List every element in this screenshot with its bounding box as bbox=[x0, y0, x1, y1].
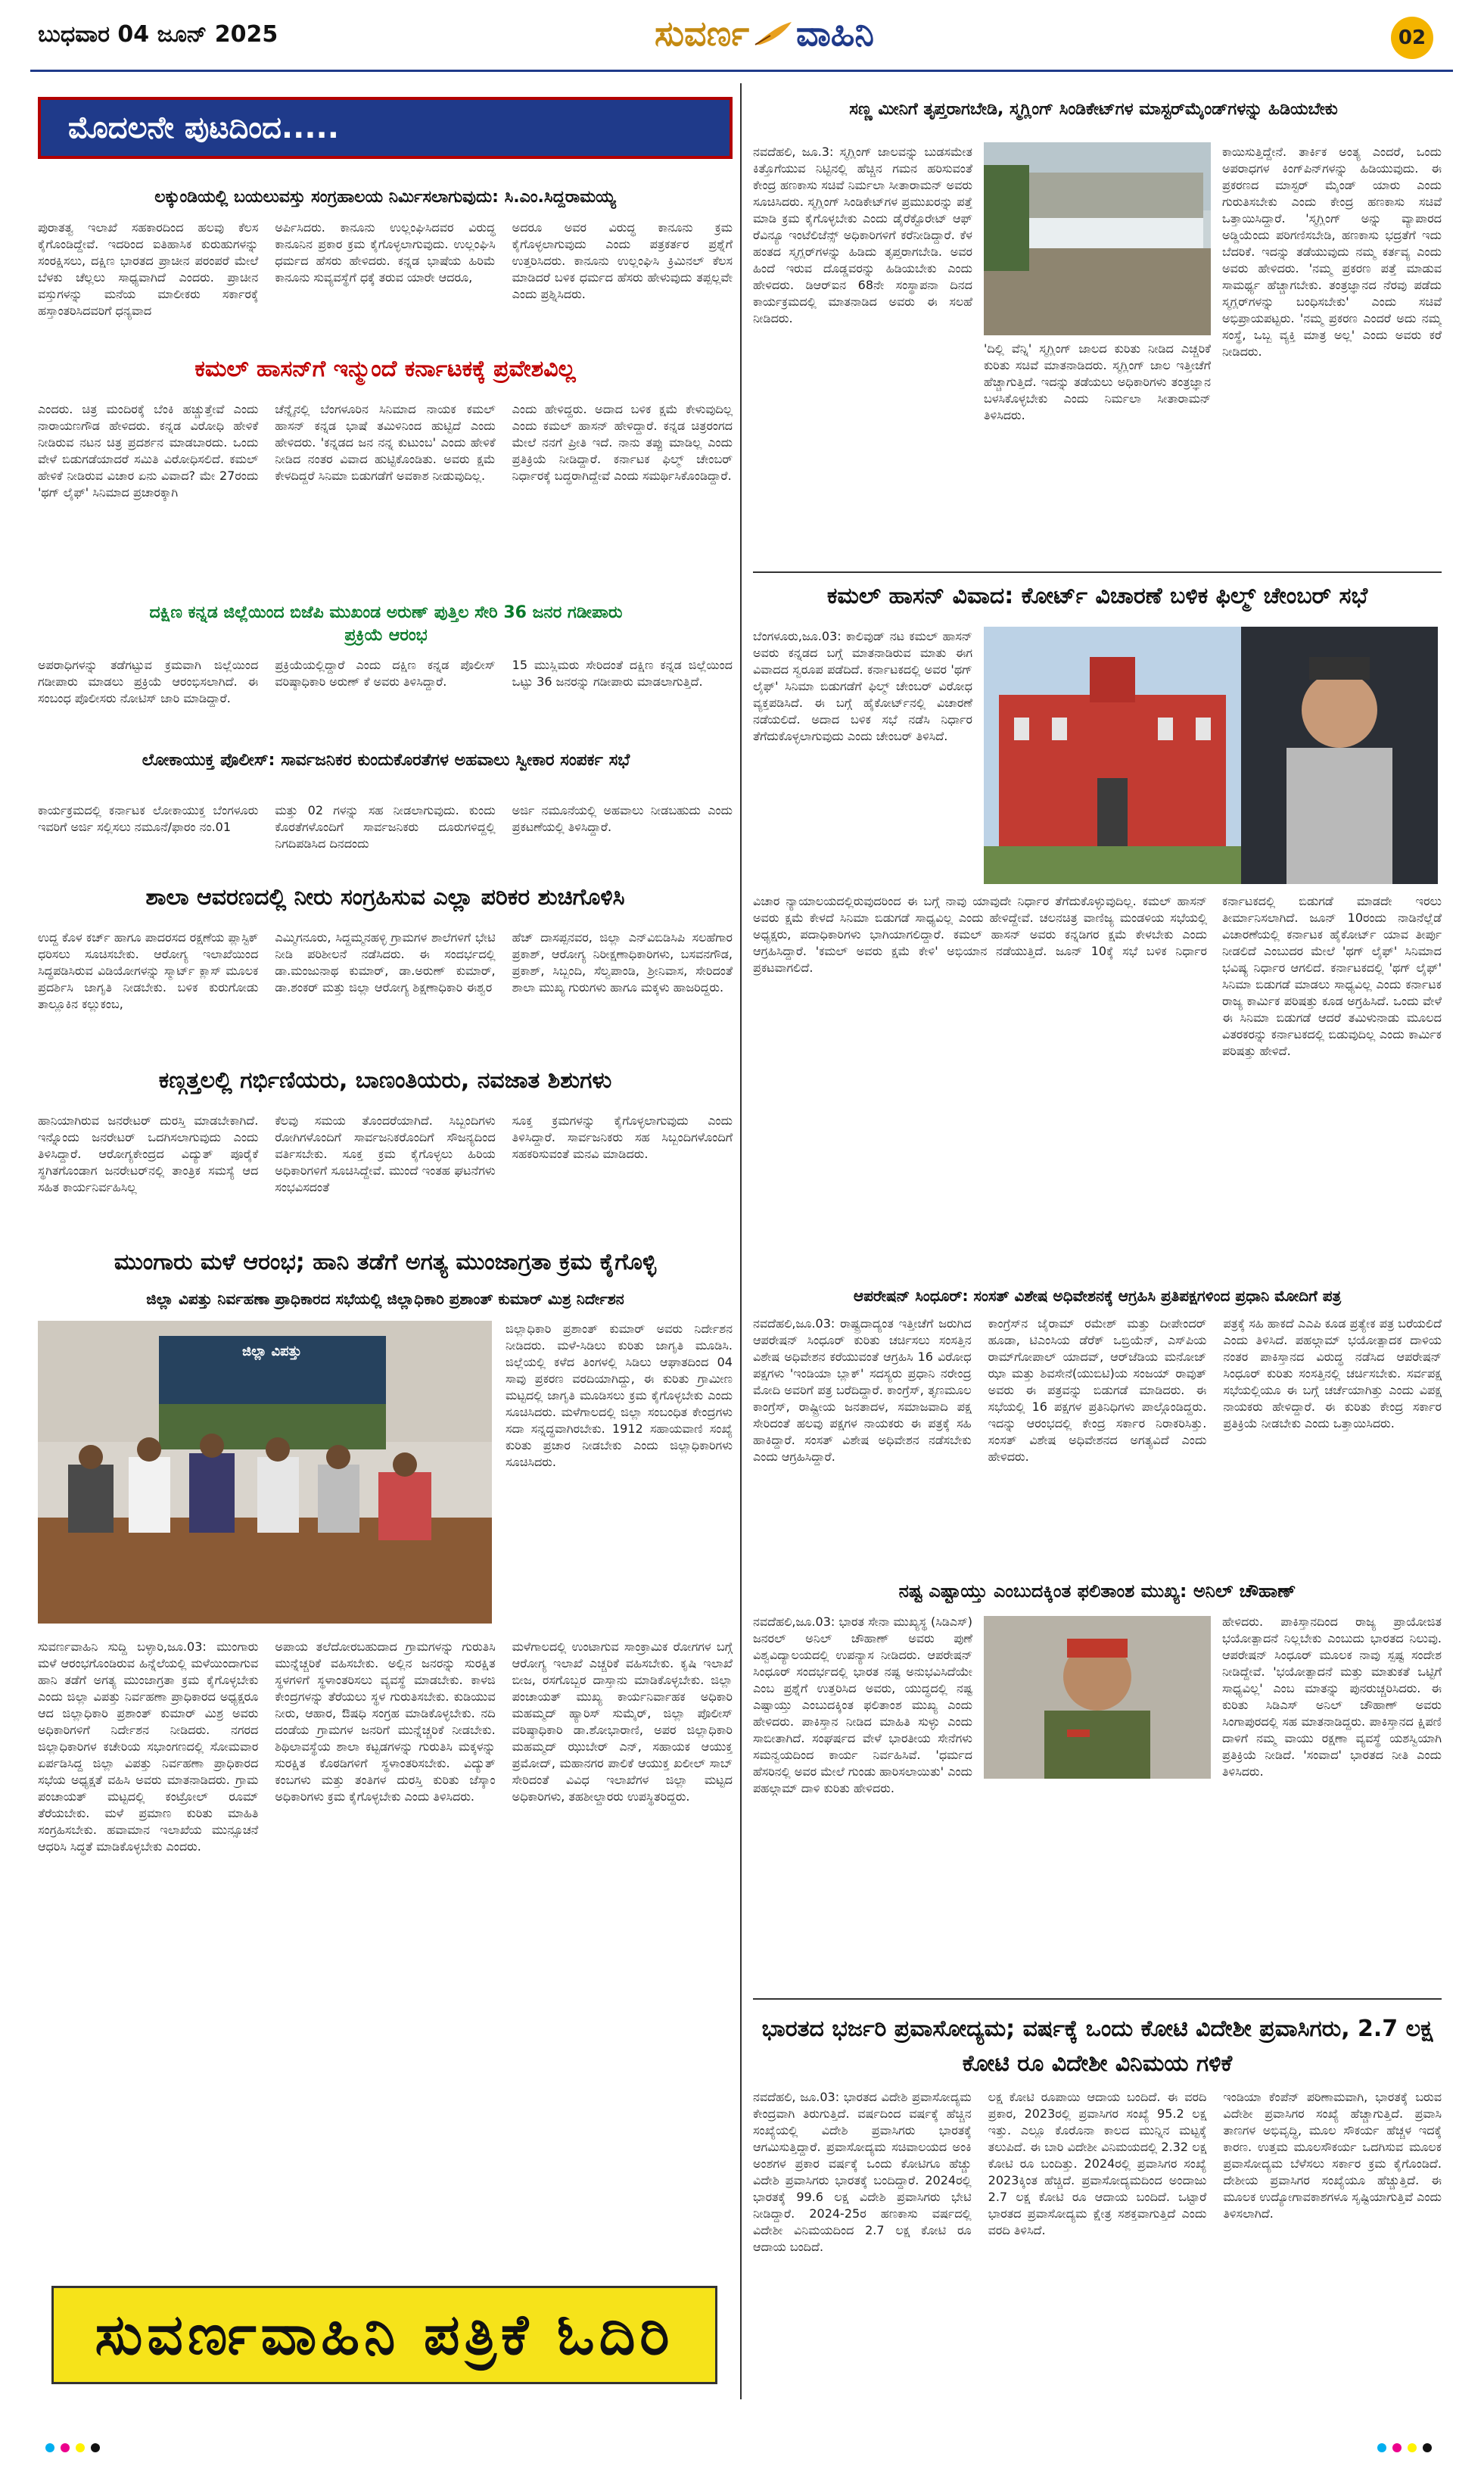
article-column: ಕೆಲವು ಸಮಯ ತೊಂದರೆಯಾಗಿದೆ. ಸಿಬ್ಬಂದಿಗಳು ರೋಗಿಗಳೊಂದಿಗೆ ಸಾರ್ವಜನಿಕರೊಂದಿಗೆ ಸೌಜನ್ಯದಿಂದ ವರ್ತಿಸಬೇಕು. ಸೂಕ್ತ ಕ್ರಮ ಕೈಗೊಳ್ಳಲು ಹಿರಿಯ ಅಧಿಕಾರಿಗಳಿಗೆ ಸೂಚಿಸಿದ್ದೇವೆ. ಮುಂದೆ ಇಂತಹ ಘಟನೆಗಳು ಸಂಭವಿಸದಂತೆ bbox=[275, 1113, 496, 1194]
article-column: ಎಂದು ಹೇಳಿದ್ದರು. ಅದಾದ ಬಳಿಕ ಕ್ಷಮೆ ಕೇಳುವುದಿಲ್ಲ ಎಂದು ಕಮಲ್ ಹಾಸನ್ ಹೇಳಿದ್ದಾರೆ. ಕನ್ನಡ ಚಿತ್ರರಂಗದ ಮೇಲೆ ನನಗೆ ಪ್ರೀತಿ ಇದೆ. ನಾನು ತಪ್ಪು ಮಾಡಿಲ್ಲ ಎಂದು ಪ್ರತಿಕ್ರಿಯೆ ನೀಡಿದ್ದಾರೆ. ಕರ್ನಾಟಕ ಫಿಲ್ಮ್ ಚೇಂಬರ್ ನಿರ್ಧಾರಕ್ಕೆ ಬದ್ಧರಾಗಿದ್ದೇವೆ ಎಂದು ಸಮರ್ಥಿಸಿಕೊಂಡಿದ್ದಾರೆ. bbox=[512, 402, 733, 483]
headline-school-water: ಶಾಲಾ ಆವರಣದಲ್ಲಿ ನೀರು ಸಂಗ್ರಹಿಸುವ ಎಲ್ಲಾ ಪರಿಕರ ಶುಚಿಗೊಳಿಸಿ bbox=[145, 884, 625, 911]
article-column: ಪ್ರಕ್ರಿಯೆಯಲ್ಲಿದ್ದಾರೆ ಎಂದು ದಕ್ಷಿಣ ಕನ್ನಡ ಪೊಲೀಸ್ ವರಿಷ್ಠಾಧಿಕಾರಿ ಅರುಣ್ ಕೆ ಅವರು ತಿಳಿಸಿದ್ದಾರೆ. bbox=[275, 658, 496, 689]
article-kamal-court-col2: ವಿಚಾರ ನ್ಯಾಯಾಲಯದಲ್ಲಿರುವುದರಿಂದ ಈ ಬಗ್ಗೆ ನಾವು ಯಾವುದೇ ನಿರ್ಧಾರ ತೆಗೆದುಕೊಳ್ಳುವುದಿಲ್ಲ. ಕಮಲ್ ಹಾಸನ್ ಅವರು ಕ್ಷಮೆ ಕೇಳದೆ ಸಿನಿಮಾ ಬಿಡುಗಡೆ ಸಾಧ್ಯವಿಲ್ಲ ಎಂದು ಹೇಳಿದ್ದೇವೆ. ಚಲನಚಿತ್ರ ವಾಣಿಜ್ಯ ಮಂಡಳಿಯ ಸಭೆಯಲ್ಲಿ ಅಧ್ಯಕ್ಷರು, ಪದಾಧಿಕಾರಿಗಳು ಭಾಗಿಯಾಗಲಿದ್ದಾರೆ. ಕಮಲ್ ಹಾಸನ್ ಅವರು ಕನ್ನಡಿಗರ ಕ್ಷಮೆ ಕೇಳಬೇಕು ಎಂದು ಆಗ್ರಹಿಸಿದ್ದಾರೆ. 'ಕಮಲ್ ಅವರು ಕ್ಷಮೆ ಕೇಳಿ' ಅಭಿಯಾನ ನಡೆಯುತ್ತಿದೆ. ಜೂನ್ 10ಕ್ಕೆ ಸಭೆ ಬಳಿಕ ನಿರ್ಧಾರ ಪ್ರಕಟವಾಗಲಿದೆ. bbox=[753, 894, 1207, 975]
cmyk-dot-icon bbox=[61, 2443, 70, 2452]
article-kamal-court-col3: ಕರ್ನಾಟಕದಲ್ಲಿ ಬಿಡುಗಡೆ ಮಾಡದೇ ಇರಲು ತೀರ್ಮಾನಿಸಲಾಗಿದೆ. ಜೂನ್ 10ರಂದು ನಾಡಿನೆಲ್ಲೆಡೆ ವಿಚಾರಣೆಯಲ್ಲಿ ಕರ್ನಾಟಕ ಹೈಕೋರ್ಟ್ ಯಾವ ತೀರ್ಪು ನೀಡಲಿದೆ ಎಂಬುದರ ಮೇಲೆ 'ಥಗ್ ಲೈಫ್' ಸಿನಿಮಾದ ಭವಿಷ್ಯ ನಿರ್ಧಾರ ಆಗಲಿದೆ. ಕರ್ನಾಟಕದಲ್ಲಿ 'ಥಗ್ ಲೈಫ್' ಸಿನಿಮಾ ಬಿಡುಗಡೆ ಮಾಡಲು ಸಾಧ್ಯವಿಲ್ಲ ಎಂದು ಕರ್ನಾಟಕ ರಾಜ್ಯ ಕಾರ್ಮಿಕ ಪರಿಷತ್ತು ಕೂಡ ಅಗ್ರಹಿಸಿದೆ. ಒಂದು ವೇಳೆ ಈ ಸಿನಿಮಾ ಬಿಡುಗಡೆ ಆದರೆ ತಮಿಳುನಾಡು ಮೂಲದ ವಿತರಕರನ್ನು ಕರ್ನಾಟಕದಲ್ಲಿ ಬಿಡುವುದಿಲ್ಲ ಎಂದು ಕಾರ್ಮಿಕ ಪರಿಷತ್ತು ಹೇಳಿದೆ. bbox=[1222, 894, 1442, 1058]
print-registration-marks bbox=[1377, 2443, 1432, 2452]
general-photo bbox=[984, 1616, 1211, 1779]
headline-hospital-dark: ಕಣ್ಗತ್ತಲಲ್ಲಿ ಗರ್ಭಿಣಿಯರು, ಬಾಣಂತಿಯರು, ನವಜಾತ ಶಿಶುಗಳು bbox=[158, 1067, 612, 1094]
article-kamal-entry bbox=[38, 401, 733, 590]
article-column: ಸೂಕ್ತ ಕ್ರಮಗಳನ್ನು ಕೈಗೊಳ್ಳಲಾಗುವುದು ಎಂದು ತಿಳಿಸಿದ್ದಾರೆ. ಸಾರ್ವಜನಿಕರು ಸಹ ಸಿಬ್ಬಂದಿಗಳೊಂದಿಗೆ ಸಹಕರಿಸುವಂತೆ ಮನವಿ ಮಾಡಿದರು. bbox=[512, 1113, 733, 1161]
headline-smuggling: ಸಣ್ಣ ಮೀನಿಗೆ ತೃಪ್ತರಾಗಬೇಡಿ, ಸ್ಮಗ್ಲಿಂಗ್ ಸಿಂಡಿಕೇಟ್‌ಗಳ ಮಾಸ್ಟರ್‌ಮೈಂಡ್‌ಗಳನ್ನು ಹಿಡಿಯಬೇಕು bbox=[849, 100, 1338, 119]
cmyk-dot-icon bbox=[76, 2443, 85, 2452]
cmyk-dot-icon bbox=[91, 2443, 100, 2452]
dam-photo-graphic bbox=[984, 142, 1211, 335]
article-tourism bbox=[753, 2089, 1442, 2399]
article-school-water bbox=[38, 929, 733, 1051]
article-column: ಎಮ್ಮಿಗನೂರು, ಸಿದ್ದಮ್ಮನಹಳ್ಳಿ ಗ್ರಾಮಗಳ ಶಾಲೆಗಳಿಗೆ ಭೇಟಿ ನೀಡಿ ಪರಿಶೀಲನೆ ನಡೆಸಿದರು. ಈ ಸಂದರ್ಭದಲ್ಲಿ ಡಾ.ಮಂಜುನಾಥ ಕುಮಾರ್, ಡಾ.ಅರುಣ್ ಕುಮಾರ್, ಡಾ.ಶಂಕರ್ ಮತ್ತು ಜಿಲ್ಲಾ ಆರೋಗ್ಯ ಶಿಕ್ಷಣಾಧಿಕಾರಿ ಈಶ್ವರ bbox=[275, 930, 496, 995]
headline-tourism: ಭಾರತದ ಭರ್ಜರಿ ಪ್ರವಾಸೋದ್ಯಮ; ವರ್ಷಕ್ಕೆ ಒಂದು ಕೋಟಿ ವಿದೇಶೀ ಪ್ರವಾಸಿಗರು, 2.7 ಲಕ್ಷ ಕೋಟಿ ರೂ ವಿದೇಶೀ ವಿನಿಮಯ ಗಳಿಕೆ bbox=[761, 2016, 1433, 2077]
article-column: ಕಾರ್ಯಕ್ರಮದಲ್ಲಿ ಕರ್ನಾಟಕ ಲೋಕಾಯುಕ್ತ ಬೆಂಗಳೂರು ಇವರಿಗೆ ಅರ್ಜಿ ಸಲ್ಲಿಸಲು ನಮೂನೆ/ಫಾರಂ ನಂ.01 bbox=[38, 803, 259, 834]
article-column: ನವದೆಹಲಿ,ಜೂ.03: ರಾಷ್ಟ್ರದಾದ್ಯಂತ ಇತ್ತೀಚೆಗೆ ಜರುಗಿದ ಆಪರೇಷನ್ ಸಿಂಧೂರ್ ಕುರಿತು ಚರ್ಚಿಸಲು ಸಂಸತ್ತಿನ ವಿಶೇಷ ಅಧಿವೇಶನ ಕರೆಯುವಂತೆ ಆಗ್ರಹಿಸಿ 16 ವಿರೋಧ ಪಕ್ಷಗಳು 'ಇಂಡಿಯಾ ಬ್ಲಾಕ್' ಸದಸ್ಯರು ಪ್ರಧಾನಿ ನರೇಂದ್ರ ಮೋದಿ ಅವರಿಗೆ ಪತ್ರ ಬರೆದಿದ್ದಾರೆ. ಕಾಂಗ್ರೆಸ್, ತೃಣಮೂಲ ಕಾಂಗ್ರೆಸ್, ರಾಷ್ಟ್ರೀಯ ಜನತಾದಳ, ಸಮಾಜವಾದಿ ಪಕ್ಷ ಸೇರಿದಂತೆ ಹಲವು ಪಕ್ಷಗಳ ನಾಯಕರು ಈ ಪತ್ರಕ್ಕೆ ಸಹಿ ಹಾಕಿದ್ದಾರೆ. ಸಂಸತ್ ವಿಶೇಷ ಅಧಿವೇಶನ ನಡೆಸಬೇಕು ಎಂದು ಆಗ್ರಹಿಸಿದ್ದಾರೆ. bbox=[753, 1316, 972, 1464]
article-column: ಕಾಂಗ್ರೆಸ್‌ನ ಜೈರಾಮ್ ರಮೇಶ್ ಮತ್ತು ದೀಪೇಂದರ್ ಹೂಡಾ, ಟಿಎಂಸಿಯ ಡೆರೆಕ್ ಒಬ್ರಿಯೆನ್, ಎಸ್‌ಪಿಯ ರಾಮ್‌ಗೋಪಾಲ್ ಯಾದವ್, ಆರ್‌ಜೆಡಿಯ ಮನೋಜ್ ಝಾ ಮತ್ತು ಶಿವಸೇನೆ(ಯುಬಿಟಿ)ಯ ಸಂಜಯ್ ರಾವುತ್ ಅವರು ಈ ಪತ್ರವನ್ನು ಬಿಡುಗಡೆ ಮಾಡಿದರು. ಈ ಸಭೆಯಲ್ಲಿ 16 ಪಕ್ಷಗಳ ಪ್ರತಿನಿಧಿಗಳು ಪಾಲ್ಗೊಂಡಿದ್ದರು. ಇದನ್ನು ಆರಂಭದಲ್ಲಿ ಕೇಂದ್ರ ಸರ್ಕಾರ ನಿರಾಕರಿಸಿತ್ತು. ಸಂಸತ್ ವಿಶೇಷ ಅಧಿವೇಶನದ ಅಗತ್ಯವಿದೆ ಎಂದು ಹೇಳಿದರು. bbox=[988, 1316, 1207, 1464]
masthead-right: ವಾಹಿನಿ bbox=[796, 13, 874, 54]
article-column: ಪತ್ರಕ್ಕೆ ಸಹಿ ಹಾಕದೆ ಎಎಪಿ ಕೂಡ ಪ್ರತ್ಯೇಕ ಪತ್ರ ಬರೆಯಲಿದೆ ಎಂದು ತಿಳಿಸಿದೆ. ಪಹಲ್ಗಾಮ್ ಭಯೋತ್ಪಾದಕ ದಾಳಿಯ ನಂತರ ಪಾಕಿಸ್ತಾನದ ವಿರುದ್ಧ ನಡೆಸಿದ ಆಪರೇಷನ್ ಸಿಂಧೂರ್ ಕುರಿತು ಸಂಸತ್ತಿನಲ್ಲಿ ಚರ್ಚಿಸಬೇಕು. ಸರ್ವಪಕ್ಷ ಸಭೆಯಲ್ಲಿಯೂ ಈ ಬಗ್ಗೆ ಚರ್ಚೆಯಾಗಿತ್ತು ಎಂದು ವಿಪಕ್ಷ ನಾಯಕರು ಹೇಳಿದ್ದಾರೆ. ಈ ಕುರಿತು ಕೇಂದ್ರ ಸರ್ಕಾರ ಪ್ರತಿಕ್ರಿಯೆ ನೀಡಬೇಕು ಎಂದು ಒತ್ತಾಯಿಸಿದರು. bbox=[1223, 1316, 1442, 1431]
article-column: ಸುವರ್ಣವಾಹಿನಿ ಸುದ್ದಿ ಬಳ್ಳಾರಿ,ಜೂ.03: ಮುಂಗಾರು ಮಳೆ ಆರಂಭಗೊಂಡಿರುವ ಹಿನ್ನೆಲೆಯಲ್ಲಿ ಮಳೆಯಿಂದಾಗುವ ಹಾನಿ ತಡೆಗೆ ಅಗತ್ಯ ಮುಂಜಾಗ್ರತಾ ಕ್ರಮ ಕೈಗೊಳ್ಳಬೇಕು ಎಂದು ಜಿಲ್ಲಾ ವಿಪತ್ತು ನಿರ್ವಹಣಾ ಪ್ರಾಧಿಕಾರದ ಅಧ್ಯಕ್ಷರೂ ಆದ ಜಿಲ್ಲಾಧಿಕಾರಿ ಪ್ರಶಾಂತ್ ಕುಮಾರ್ ಮಿಶ್ರ ಅವರು ಅಧಿಕಾರಿಗಳಿಗೆ ನಿರ್ದೇಶನ ನೀಡಿದರು. ನಗರದ ಜಿಲ್ಲಾಧಿಕಾರಿಗಳ ಕಚೇರಿಯ ಸಭಾಂಗಣದಲ್ಲಿ ಸೋಮವಾರ ಏರ್ಪಡಿಸಿದ್ದ ಜಿಲ್ಲಾ ವಿಪತ್ತು ನಿರ್ವಹಣಾ ಪ್ರಾಧಿಕಾರದ ಸಭೆಯ ಅಧ್ಯಕ್ಷತೆ ವಹಿಸಿ ಅವರು ಮಾತನಾಡಿದರು. ಗ್ರಾಮ ಪಂಚಾಯತ್ ಮಟ್ಟದಲ್ಲಿ ಕಂಟ್ರೋಲ್ ರೂಮ್ ತೆರೆಯಬೇಕು. ಮಳೆ ಪ್ರಮಾಣ ಕುರಿತು ಮಾಹಿತಿ ಸಂಗ್ರಹಿಸಬೇಕು. ಹವಾಮಾನ ಇಲಾಖೆಯ ಮುನ್ಸೂಚನೆ ಆಧರಿಸಿ ಸಿದ್ಧತೆ ಮಾಡಿಕೊಳ್ಳಬೇಕು ಎಂದರು. bbox=[38, 1639, 259, 1854]
header-rule bbox=[30, 70, 1453, 72]
article-hospital-dark bbox=[38, 1113, 733, 1234]
page-header bbox=[0, 0, 1484, 72]
court-and-actor-photo bbox=[984, 627, 1438, 884]
article-kamal-court-col1: ಬೆಂಗಳೂರು,ಜೂ.03: ಕಾಲಿವುಡ್ ನಟ ಕಮಲ್ ಹಾಸನ್ ಅವರು ಕನ್ನಡದ ಬಗ್ಗೆ ಮಾತನಾಡಿರುವ ಮಾತು ಈಗ ವಿವಾದದ ಸ್ವರೂಪ ಪಡೆದಿದೆ. ಕರ್ನಾಟಕದಲ್ಲಿ ಅವರ 'ಥಗ್ ಲೈಫ್' ಸಿನಿಮಾ ಬಿಡುಗಡೆಗೆ ಫಿಲ್ಮ್ ಚೇಂಬರ್ ವಿರೋಧ ವ್ಯಕ್ತಪಡಿಸಿದೆ. ಈ ಬಗ್ಗೆ ಹೈಕೋರ್ಟ್‌ನಲ್ಲಿ ವಿಚಾರಣೆ ನಡೆಯಲಿದೆ. ಅದಾದ ಬಳಿಕ ಸಭೆ ನಡೆಸಿ ನಿರ್ಧಾರ ತೆಗೆದುಕೊಳ್ಳಲಾಗುವುದು ಎಂದು ಚೇಂಬರ್ ತಿಳಿಸಿದೆ. bbox=[753, 629, 972, 743]
article-column: ಎಂದರು. ಚಿತ್ರ ಮಂದಿರಕ್ಕೆ ಬೆಂಕಿ ಹಚ್ಚುತ್ತೇವೆ ಎಂದು ನಾರಾಯಣಗೌಡ ಹೇಳಿದರು. ಕನ್ನಡ ವಿರೋಧಿ ಹೇಳಿಕೆ ನೀಡಿರುವ ನಟನ ಚಿತ್ರ ಪ್ರದರ್ಶನ ಮಾಡಬಾರದು. ಒಂದು ವೇಳೆ ಬಿಡುಗಡೆಯಾದರೆ ಸಮಿತಿ ವಿರೋಧಿಸಲಿದೆ. ಕಮಲ್ ಹೇಳಿಕೆ ನೀಡಿರುವ ವಿಚಾರ ಏನು ವಿವಾದ? ಮೇ 27ರಂದು 'ಥಗ್ ಲೈಫ್' ಸಿನಿಮಾದ ಪ್ರಚಾರಕ್ಕಾಗಿ bbox=[38, 402, 259, 500]
cmyk-dot-icon bbox=[1423, 2443, 1432, 2452]
article-column: ನವದೆಹಲಿ, ಜೂ.03: ಭಾರತದ ವಿದೇಶಿ ಪ್ರವಾಸೋದ್ಯಮ ಕೇಂದ್ರವಾಗಿ ತಿರುಗುತ್ತಿದೆ. ವರ್ಷದಿಂದ ವರ್ಷಕ್ಕೆ ಹೆಚ್ಚಿನ ಸಂಖ್ಯೆಯಲ್ಲಿ ವಿದೇಶಿ ಪ್ರವಾಸಿಗರು ಭಾರತಕ್ಕೆ ಆಗಮಿಸುತ್ತಿದ್ದಾರೆ. ಪ್ರವಾಸೋದ್ಯಮ ಸಚಿವಾಲಯದ ಅಂಕಿ ಅಂಶಗಳ ಪ್ರಕಾರ ವರ್ಷಕ್ಕೆ ಒಂದು ಕೋಟಿಗೂ ಹೆಚ್ಚು ವಿದೇಶಿ ಪ್ರವಾಸಿಗರು ಭಾರತಕ್ಕೆ ಬಂದಿದ್ದಾರೆ. 2024ರಲ್ಲಿ ಭಾರತಕ್ಕೆ 99.6 ಲಕ್ಷ ವಿದೇಶಿ ಪ್ರವಾಸಿಗರು ಭೇಟಿ ನೀಡಿದ್ದಾರೆ. 2024-25ರ ಹಣಕಾಸು ವರ್ಷದಲ್ಲಿ ವಿದೇಶೀ ವಿನಿಮಯದಿಂದ 2.7 ಲಕ್ಷ ಕೋಟಿ ರೂ ಆದಾಯ ಬಂದಿದೆ. bbox=[753, 2090, 972, 2254]
section-banner: ಮೊದಲನೇ ಪುಟದಿಂದ..... bbox=[38, 97, 733, 159]
article-column: ಅಪರಾಧಿಗಳನ್ನು ತಡೆಗಟ್ಟುವ ಕ್ರಮವಾಗಿ ಜಿಲ್ಲೆಯಿಂದ ಗಡೀಪಾರು ಮಾಡಲು ಪ್ರಕ್ರಿಯೆ ಆರಂಭಿಸಲಾಗಿದೆ. ಈ ಸಂಬಂಧ ಪೊಲೀಸರು ನೋಟಿಸ್ ಜಾರಿ ಮಾಡಿದ್ದಾರೆ. bbox=[38, 658, 259, 705]
court-photo-graphic bbox=[984, 627, 1438, 884]
headline-lakkundi: ಲಕ್ಕುಂಡಿಯಲ್ಲಿ ಬಯಲುವಸ್ತು ಸಂಗ್ರಹಾಲಯ ನಿರ್ಮಿಸಲಾಗುವುದು: ಸಿ.ಎಂ.ಸಿದ್ದರಾಮಯ್ಯ bbox=[154, 188, 616, 207]
issue-date: ಬುಧವಾರ 04 ಜೂನ್ 2025 bbox=[38, 21, 278, 48]
cmyk-dot-icon bbox=[1377, 2443, 1386, 2452]
article-smuggling-caption: 'ದಿಲ್ಲಿ ವೆನ್ನಿ' ಸ್ಮಗ್ಲಿಂಗ್ ಜಾಲದ ಕುರಿತು ನೀಡಿದ ಎಚ್ಚರಿಕೆ ಕುರಿತು ಸಚಿವೆ ಮಾತನಾಡಿದರು. ಸ್ಮಗ್ಲಿಂಗ್ ಜಾಲ ಇತ್ತೀಚೆಗೆ ಹೆಚ್ಚಾಗುತ್ತಿದೆ. ಇದನ್ನು ತಡೆಯಲು ಅಧಿಕಾರಿಗಳು ತಂತ್ರಜ್ಞಾನ ಬಳಸಿಕೊಳ್ಳಬೇಕು ಎಂದು ನಿರ್ಮಲಾ ಸೀತಾರಾಮನ್ ತಿಳಿಸಿದರು. bbox=[984, 341, 1211, 422]
general-photo-graphic bbox=[984, 1616, 1211, 1779]
article-column: 15 ಮುಸ್ಲಿಮರು ಸೇರಿದಂತೆ ದಕ್ಷಿಣ ಕನ್ನಡ ಜಿಲ್ಲೆಯಿಂದ ಒಟ್ಟು 36 ಜನರನ್ನು ಗಡೀಪಾರು ಮಾಡಲಾಗುತ್ತಿದೆ. bbox=[512, 658, 733, 689]
article-column: ಅದರೂ ಅವರ ವಿರುದ್ಧ ಕಾನೂನು ಕ್ರಮ ಕೈಗೊಳ್ಳಲಾಗುವುದು ಎಂದು ಪತ್ರಕರ್ತರ ಪ್ರಶ್ನೆಗೆ ಉತ್ತರಿಸಿದರು. ಕಾನೂನು ಉಲ್ಲಂಘಿಸಿ ಕ್ರಿಮಿನಲ್ ಕೆಲಸ ಮಾಡಿದರೆ ಬಳಿಕ ಧರ್ಮದ ಹೆಸರು ಹೇಳುವುದು ತಪ್ಪಲ್ಲವೇ ಎಂದು ಪ್ರಶ್ನಿಸಿದರು. bbox=[512, 220, 733, 301]
subheadline-monsoon: ಜಿಲ್ಲಾ ವಿಪತ್ತು ನಿರ್ವಹಣಾ ಪ್ರಾಧಿಕಾರದ ಸಭೆಯಲ್ಲಿ ಜಿಲ್ಲಾಧಿಕಾರಿ ಪ್ರಶಾಂತ್ ಕುಮಾರ್ ಮಿಶ್ರ ನಿರ್ದೇಶನ bbox=[146, 1290, 624, 1308]
cmyk-dot-icon bbox=[1408, 2443, 1417, 2452]
masthead-logo bbox=[598, 9, 931, 59]
column-divider bbox=[740, 83, 742, 2399]
article-chauhan-col2: ಹೇಳಿದರು. ಪಾಕಿಸ್ತಾನದಿಂದ ರಾಜ್ಯ ಪ್ರಾಯೋಜಿತ ಭಯೋತ್ಪಾದನೆ ನಿಲ್ಲಬೇಕು ಎಂಬುದು ಭಾರತದ ನಿಲುವು. ಆಪರೇಷನ್ ಸಿಂಧೂರ್ ಮೂಲಕ ನಾವು ಸ್ಪಷ್ಟ ಸಂದೇಶ ನೀಡಿದ್ದೇವೆ. 'ಭಯೋತ್ಪಾದನೆ ಮತ್ತು ಮಾತುಕತೆ ಒಟ್ಟಿಗೆ ಸಾಧ್ಯವಿಲ್ಲ' ಎಂಬ ಮಾತನ್ನು ಪುನರುಚ್ಚರಿಸಿದರು. ಈ ಕುರಿತು ಸಿಡಿಎಸ್ ಅನಿಲ್ ಚೌಹಾಣ್ ಅವರು ಸಿಂಗಾಪುರದಲ್ಲಿ ಸಹ ಮಾತನಾಡಿದ್ದರು. ಪಾಕಿಸ್ತಾನದ ಕ್ಷಿಪಣಿ ದಾಳಿಗೆ ನಮ್ಮ ವಾಯು ರಕ್ಷಣಾ ವ್ಯವಸ್ಥೆ ಯಶಸ್ವಿಯಾಗಿ ಪ್ರತಿಕ್ರಿಯೆ ನೀಡಿದೆ. 'ಸಂವಾದ' ಭಾರತದ ನೀತಿ ಎಂದು ತಿಳಿಸಿದರು. bbox=[1222, 1614, 1442, 1779]
article-smuggling-col2: ಕಾಯಿಸುತ್ತಿದ್ದೇನೆ. ತಾರ್ಕಿಕ ಅಂತ್ಯ ಎಂದರೆ, ಒಂದು ಅಪರಾಧಗಳ ಕಿಂಗ್‌ಪಿನ್‌ಗಳನ್ನು ಹಿಡಿಯುವುದು. ಈ ಪ್ರಕರಣದ ಮಾಸ್ಟರ್ ಮೈಂಡ್ ಯಾರು ಎಂದು ಗುರುತಿಸಬೇಕು ಎಂದು ಕೇಂದ್ರ ಹಣಕಾಸು ಸಚಿವೆ ಒತ್ತಾಯಿಸಿದ್ದಾರೆ. 'ಸ್ಮಗ್ಲಿಂಗ್ ಅನ್ನು ವ್ಯಾಪಾರದ ಅಡ್ಡಿಯೆಂದು ಪರಿಗಣಿಸಬೇಡಿ, ಹಣಕಾಸು ಭದ್ರತೆಗೆ ಇದು ಬೆದರಿಕೆ. ಇದನ್ನು ತಡೆಯುವುದು ನಮ್ಮ ಕರ್ತವ್ಯ ಎಂದು ಅವರು ಹೇಳಿದರು. 'ನಮ್ಮ ಪ್ರಕರಣ ಪತ್ತೆ ಮಾಡುವ ಸಾಮರ್ಥ್ಯ ಹೆಚ್ಚಾಗಬೇಕು. ತಂತ್ರಜ್ಞಾನದ ನೆರವು ಪಡೆದು ಸ್ಮಗ್ಲರ್‌ಗಳನ್ನು ಬಂಧಿಸಬೇಕು' ಎಂದು ಸಚಿವೆ ಅಭಿಪ್ರಾಯಪಟ್ಟರು. 'ನಮ್ಮ ಪ್ರಕರಣ ಎಂದರೆ ಅದು ನಮ್ಮ ಸಂಸ್ಥೆ, ಒಬ್ಬ ವ್ಯಕ್ತಿ ಮಾತ್ರ ಅಲ್ಲ' ಎಂದು ಅವರು ಕರೆ ನೀಡಿದರು. bbox=[1222, 145, 1442, 359]
monsoon-side-text: ಜಿಲ್ಲಾಧಿಕಾರಿ ಪ್ರಶಾಂತ್ ಕುಮಾರ್ ಅವರು ನಿರ್ದೇಶನ ನೀಡಿದರು. ಮಳೆ-ಸಿಡಿಲು ಕುರಿತು ಜಾಗೃತಿ ಮೂಡಿಸಿ. ಜಿಲ್ಲೆಯಲ್ಲಿ ಕಳೆದ ತಿಂಗಳಲ್ಲಿ ಸಿಡಿಲು ಆಘಾತದಿಂದ 04 ಸಾವು ಪ್ರಕರಣ ವರದಿಯಾಗಿದ್ದು, ಈ ಕುರಿತು ಗ್ರಾಮೀಣ ಮಟ್ಟದಲ್ಲಿ ಜಾಗೃತಿ ಮೂಡಿಸಲು ಕ್ರಮ ಕೈಗೊಳ್ಳಬೇಕು ಎಂದು ಸೂಚಿಸಿದರು. ಮಳೆಗಾಲದಲ್ಲಿ ಜಿಲ್ಲಾ ಸಂಬಂಧಿತ ಕೇಂದ್ರಗಳು ಸದಾ ಸನ್ನದ್ಧವಾಗಿರಬೇಕು. 1912 ಸಹಾಯವಾಣಿ ಸಂಖ್ಯೆ ಕುರಿತು ಪ್ರಚಾರ ನೀಡಬೇಕು ಎಂದು ಜಿಲ್ಲಾಧಿಕಾರಿಗಳು ಸೂಚಿಸಿದರು. bbox=[506, 1322, 733, 1469]
dam-photo bbox=[984, 142, 1211, 335]
article-column: ಚೆನ್ನೈನಲ್ಲಿ ಬೆಂಗಳೂರಿನ ಸಿನಿಮಾದ ನಾಯಕ ಕಮಲ್ ಹಾಸನ್ ಕನ್ನಡ ಭಾಷೆ ತಮಿಳಿನಿಂದ ಹುಟ್ಟಿದೆ ಎಂದು ಹೇಳಿದರು. 'ಕನ್ನಡದ ಜನ ನನ್ನ ಕುಟುಂಬ' ಎಂದು ಹೇಳಿಕೆ ನೀಡಿದ ನಂತರ ವಿವಾದ ಹುಟ್ಟಿಕೊಂಡಿತು. ಅವರು ಕ್ಷಮೆ ಕೇಳದಿದ್ದರೆ ಸಿನಿಮಾ ಬಿಡುಗಡೆಗೆ ಅವಕಾಶ ನೀಡುವುದಿಲ್ಲ. bbox=[275, 402, 496, 483]
article-lakkundi bbox=[38, 219, 733, 341]
photo-caption: ಜಿಲ್ಲಾ ವಿಪತ್ತು bbox=[242, 1343, 302, 1359]
article-lokayukta bbox=[38, 802, 733, 878]
article-column: ಹೆಚ್ ದಾಸಪ್ಪನವರ, ಜಿಲ್ಲಾ ಎನ್‌ವಿಬಿಡಿಸಿಪಿ ಸಲಹೆಗಾರ ಪ್ರಕಾಶ್, ಆರೋಗ್ಯ ನಿರೀಕ್ಷಣಾಧಿಕಾರಿಗಳು, ಬಸವನಗೌಡ, ಪ್ರಕಾಶ್, ಸಿಬ್ಬಂದಿ, ಸೆಲ್ವಪಾಂಡಿ, ಶ್ರೀನಿವಾಸ, ಸೇರಿದಂತೆ ಶಾಲಾ ಮುಖ್ಯ ಗುರುಗಳು ಹಾಗೂ ಮಕ್ಕಳು ಹಾಜರಿದ್ದರು. bbox=[512, 930, 733, 995]
headline-deportation: ದಕ್ಷಿಣ ಕನ್ನಡ ಜಿಲ್ಲೆಯಿಂದ ಬಿಜೆಪಿ ಮುಖಂಡ ಅರುಣ್ ಪುತ್ತಿಲ ಸೇರಿ 36 ಜನರ ಗಡೀಪಾರು ಪ್ರಕ್ರಿಯೆ ಆರಂಭ bbox=[149, 603, 623, 645]
article-deportation bbox=[38, 657, 733, 740]
article-monsoon bbox=[38, 1639, 733, 2267]
headline-monsoon: ಮುಂಗಾರು ಮಳೆ ಆರಂಭ; ಹಾನಿ ತಡೆಗೆ ಅಗತ್ಯ ಮುಂಜಾಗ್ರತಾ ಕ್ರಮ ಕೈಗೊಳ್ಳಿ bbox=[114, 1249, 657, 1275]
article-column: ಹಾನಿಯಾಗಿರುವ ಜನರೇಟರ್ ದುರಸ್ತಿ ಮಾಡಬೇಕಾಗಿದೆ. ಇನ್ನೊಂದು ಜನರೇಟರ್ ಒದಗಿಸಲಾಗುವುದು ಎಂದು ತಿಳಿಸಿದ್ದಾರೆ. ಆರೋಗ್ಯಕೇಂದ್ರದ ವಿದ್ಯುತ್ ಪೂರೈಕೆ ಸ್ಥಗಿತಗೊಂಡಾಗ ಜನರೇಟರ್‌ನಲ್ಲಿ ತಾಂತ್ರಿಕ ಸಮಸ್ಯೆ ಆದ ಸಹಿತ ಕಾರ್ಯನಿರ್ವಹಿಸಿಲ್ಲ bbox=[38, 1113, 259, 1194]
article-column: ಅರ್ಪಿಸಿದರು. ಕಾನೂನು ಉಲ್ಲಂಘಿಸಿದವರ ವಿರುದ್ಧ ಕಾನೂನಿನ ಪ್ರಕಾರ ಕ್ರಮ ಕೈಗೊಳ್ಳಲಾಗುವುದು. ಉಲ್ಲಂಘಿಸಿ ಧರ್ಮದ ಹೆಸರು ಹೇಳಿದರು. ಕನ್ನಡ ಭಾಷೆಯ ಹಿರಿಮೆ ಕಾನೂನು ಸುವ್ಯವಸ್ಥೆಗೆ ಧಕ್ಕೆ ತರುವ ಯಾರೇ ಆದರೂ, bbox=[275, 220, 496, 285]
article-column: ಉದ್ದ ಕೊಳ ಕರ್ಚ್ ಹಾಗೂ ಪಾದರಸದ ರಕ್ಷಣೆಯ ಪ್ಲಾಸ್ಟಿಕ್ ಧರಿಸಲು ಸೂಚಿಸಬೇಕು. ಆರೋಗ್ಯ ಇಲಾಖೆಯಿಂದ ಸಿದ್ಧಪಡಿಸಿರುವ ವಿಡಿಯೋಗಳನ್ನು ಸ್ಮಾರ್ಟ್ ಕ್ಲಾಸ್ ಮೂಲಕ ಪ್ರದರ್ಶಿಸಿ ಜಾಗೃತಿ ನೀಡಬೇಕು. ಬಳಿಕ ಕುರುಗೋಡು ತಾಲ್ಲೂಕಿನ ಕಲ್ಲುಕಂಬ, bbox=[38, 930, 259, 1011]
meeting-photo bbox=[38, 1321, 492, 1624]
article-op-sindoor bbox=[753, 1315, 1442, 1565]
cmyk-dot-icon bbox=[45, 2443, 54, 2452]
section-rule bbox=[753, 571, 1442, 573]
cmyk-dot-icon bbox=[1392, 2443, 1402, 2452]
article-column: ಇಂಡಿಯಾ ಕೆಂಪೆನ್ ಪರಿಣಾಮವಾಗಿ, ಭಾರತಕ್ಕೆ ಬರುವ ವಿದೇಶೀ ಪ್ರವಾಸಿಗರ ಸಂಖ್ಯೆ ಹೆಚ್ಚಾಗುತ್ತಿದೆ. ಪ್ರವಾಸಿ ತಾಣಗಳ ಅಭಿವೃದ್ಧಿ, ಮೂಲ ಸೌಕರ್ಯ ಹೆಚ್ಚಳ ಇದಕ್ಕೆ ಕಾರಣ. ಉತ್ತಮ ಮೂಲಸೌಕರ್ಯ ಒದಗಿಸುವ ಮೂಲಕ ಪ್ರವಾಸೋದ್ಯಮ ಬೆಳೆಸಲು ಸರ್ಕಾರ ಕ್ರಮ ಕೈಗೊಂಡಿದೆ. ದೇಶೀಯ ಪ್ರವಾಸಿಗರ ಸಂಖ್ಯೆಯೂ ಹೆಚ್ಚುತ್ತಿದೆ. ಈ ಮೂಲಕ ಉದ್ಯೋಗಾವಕಾಶಗಳೂ ಸೃಷ್ಟಿಯಾಗುತ್ತಿವೆ ಎಂದು ತಿಳಿಸಲಾಗಿದೆ. bbox=[1223, 2090, 1442, 2221]
section-rule bbox=[753, 1998, 1442, 2000]
article-chauhan-col1: ನವದೆಹಲಿ,ಜೂ.03: ಭಾರತ ಸೇನಾ ಮುಖ್ಯಸ್ಥ (ಸಿಡಿಎಸ್) ಜನರಲ್ ಅನಿಲ್ ಚೌಹಾಣ್ ಅವರು ಪುಣೆ ವಿಶ್ವವಿದ್ಯಾಲಯದಲ್ಲಿ ಉಪನ್ಯಾಸ ನೀಡಿದರು. ಆಪರೇಷನ್ ಸಿಂಧೂರ್ ಸಂದರ್ಭದಲ್ಲಿ ಭಾರತ ನಷ್ಟ ಅನುಭವಿಸಿದೆಯೇ ಎಂಬ ಪ್ರಶ್ನೆಗೆ ಉತ್ತರಿಸಿದ ಅವರು, ಯುದ್ಧದಲ್ಲಿ ನಷ್ಟ ಎಷ್ಟಾಯ್ತು ಎಂಬುದಕ್ಕಿಂತ ಫಲಿತಾಂಶ ಮುಖ್ಯ ಎಂದು ಹೇಳಿದರು. ಪಾಕಿಸ್ತಾನ ನೀಡಿದ ಮಾಹಿತಿ ಸುಳ್ಳು ಎಂದು ಸಾಬೀತಾಗಿದೆ. ಸಂಘರ್ಷದ ವೇಳೆ ಭಾರತೀಯ ಸೇನೆಗಳು ಸಮನ್ವಯದಿಂದ ಕಾರ್ಯ ನಿರ್ವಹಿಸಿವೆ. 'ಧರ್ಮದ ಹೆಸರಿನಲ್ಲಿ ಅವರ ಮೇಲೆ ಗುಂಡು ಹಾರಿಸಲಾಯಿತು' ಎಂದು ಪಹಲ್ಗಾಮ್ ದಾಳಿ ಕುರಿತು ಹೇಳಿದರು. bbox=[753, 1614, 972, 1795]
meeting-photo-graphic bbox=[38, 1321, 492, 1624]
article-column: ಮಳೆಗಾಲದಲ್ಲಿ ಉಂಟಾಗುವ ಸಾಂಕ್ರಾಮಿಕ ರೋಗಗಳ ಬಗ್ಗೆ ಆರೋಗ್ಯ ಇಲಾಖೆ ಎಚ್ಚರಿಕೆ ವಹಿಸಬೇಕು. ಕೃಷಿ ಇಲಾಖೆ ಬೀಜ, ರಸಗೊಬ್ಬರ ದಾಸ್ತಾನು ಮಾಡಿಕೊಳ್ಳಬೇಕು. ಜಿಲ್ಲಾ ಪಂಚಾಯತ್ ಮುಖ್ಯ ಕಾರ್ಯನಿರ್ವಾಹಕ ಅಧಿಕಾರಿ ಮಹಮ್ಮದ್ ಹ್ಯಾರಿಸ್ ಸುಮೈರ್, ಜಿಲ್ಲಾ ಪೊಲೀಸ್ ವರಿಷ್ಠಾಧಿಕಾರಿ ಡಾ.ಶೋಭಾರಾಣಿ, ಅಪರ ಜಿಲ್ಲಾಧಿಕಾರಿ ಮಹಮ್ಮದ್ ಝುಬೇರ್ ಎನ್, ಸಹಾಯಕ ಆಯುಕ್ತ ಪ್ರಮೋದ್, ಮಹಾನಗರ ಪಾಲಿಕೆ ಆಯುಕ್ತ ಖಲೀಲ್ ಸಾಬ್ ಸೇರಿದಂತೆ ವಿವಿಧ ಇಲಾಖೆಗಳ ಜಿಲ್ಲಾ ಮಟ್ಟದ ಅಧಿಕಾರಿಗಳು, ತಹಶೀಲ್ದಾರರು ಉಪಸ್ಥಿತರಿದ್ದರು. bbox=[512, 1639, 733, 1804]
quill-icon bbox=[752, 19, 793, 49]
subscribe-ad: ಸುವರ್ಣವಾಹಿನಿ ಪತ್ರಿಕೆ ಓದಿರಿ bbox=[51, 2286, 717, 2384]
article-column: ಮತ್ತು 02 ಗಳನ್ನು ಸಹ ನೀಡಲಾಗುವುದು. ಕುಂದು ಕೊರತೆಗಳೊಂದಿಗೆ ಸಾರ್ವಜನಿಕರು ದೂರುಗಳಿದ್ದಲ್ಲಿ ನಿಗದಿಪಡಿಸಿದ ದಿನದಂದು bbox=[275, 803, 496, 851]
article-column: ಅಪಾಯ ತಲೆದೋರಬಹುದಾದ ಗ್ರಾಮಗಳನ್ನು ಗುರುತಿಸಿ ಮುನ್ನೆಚ್ಚರಿಕೆ ವಹಿಸಬೇಕು. ಅಲ್ಲಿನ ಜನರನ್ನು ಸುರಕ್ಷಿತ ಸ್ಥಳಗಳಿಗೆ ಸ್ಥಳಾಂತರಿಸಲು ವ್ಯವಸ್ಥೆ ಮಾಡಬೇಕು. ಕಾಳಜಿ ಕೇಂದ್ರಗಳನ್ನು ತೆರೆಯಲು ಸ್ಥಳ ಗುರುತಿಸಬೇಕು. ಕುಡಿಯುವ ನೀರು, ಆಹಾರ, ಔಷಧಿ ಸಂಗ್ರಹ ಮಾಡಿಕೊಳ್ಳಬೇಕು. ನದಿ ದಂಡೆಯ ಗ್ರಾಮಗಳ ಜನರಿಗೆ ಮುನ್ನೆಚ್ಚರಿಕೆ ನೀಡಬೇಕು. ಶಿಥಿಲಾವಸ್ಥೆಯ ಶಾಲಾ ಕಟ್ಟಡಗಳನ್ನು ಗುರುತಿಸಿ ಮಕ್ಕಳನ್ನು ಸುರಕ್ಷಿತ ಕೊಠಡಿಗಳಿಗೆ ಸ್ಥಳಾಂತರಿಸಬೇಕು. ವಿದ್ಯುತ್ ಕಂಬಗಳು ಮತ್ತು ತಂತಿಗಳ ದುರಸ್ತಿ ಕುರಿತು ಜೆಸ್ಕಾಂ ಅಧಿಕಾರಿಗಳು ಕ್ರಮ ಕೈಗೊಳ್ಳಬೇಕು ಎಂದು ತಿಳಿಸಿದರು. bbox=[275, 1639, 496, 1804]
page-number-badge: 02 bbox=[1391, 17, 1433, 59]
headline-anil-chauhan: ನಷ್ಟ ಎಷ್ಟಾಯ್ತು ಎಂಬುದಕ್ಕಿಂತ ಫಲಿತಾಂಶ ಮುಖ್ಯ: ಅನಿಲ್ ಚೌಹಾಣ್ bbox=[898, 1580, 1296, 1602]
headline-lokayukta: ಲೋಕಾಯುಕ್ತ ಪೊಲೀಸ್: ಸಾರ್ವಜನಿಕರ ಕುಂದುಕೊರತೆಗಳ ಅಹವಾಲು ಸ್ವೀಕಾರ ಸಂಪರ್ಕ ಸಭೆ bbox=[142, 751, 630, 770]
article-column: ಪುರಾತತ್ವ ಇಲಾಖೆ ಸಹಕಾರದಿಂದ ಹಲವು ಕೆಲಸ ಕೈಗೊಂಡಿದ್ದೇವೆ. ಇದರಿಂದ ಐತಿಹಾಸಿಕ ಕುರುಹುಗಳನ್ನು ಸಂರಕ್ಷಿಸಲು, ದಕ್ಷಿಣ ಭಾರತದ ಪ್ರಾಚೀನ ಪರಂಪರೆ ಮೇಲೆ ಬೆಳಕು ಚೆಲ್ಲಲು ಸಾಧ್ಯವಾಗಿದೆ ಎಂದರು. ಪ್ರಾಚೀನ ವಸ್ತುಗಳನ್ನು ಮನೆಯ ಮಾಲೀಕರು ಸರ್ಕಾರಕ್ಕೆ ಹಸ್ತಾಂತರಿಸಿದವರಿಗೆ ಧನ್ಯವಾದ bbox=[38, 220, 259, 318]
article-column: ಲಕ್ಷ ಕೋಟಿ ರೂಪಾಯಿ ಆದಾಯ ಬಂದಿದೆ. ಈ ವರದಿ ಪ್ರಕಾರ, 2023ರಲ್ಲಿ ಪ್ರವಾಸಿಗರ ಸಂಖ್ಯೆ 95.2 ಲಕ್ಷ ಇತ್ತು. ಎಲ್ಲೂ ಕೊರೊನಾ ಕಾಲದ ಮುನ್ನಿನ ಮಟ್ಟಕ್ಕೆ ತಲುಪಿದೆ. ಈ ಬಾರಿ ವಿದೇಶೀ ವಿನಿಮಯದಲ್ಲಿ 2.32 ಲಕ್ಷ ಕೋಟಿ ರೂ ಬಂದಿತ್ತು. 2024ರಲ್ಲಿ ಪ್ರವಾಸಿಗರ ಸಂಖ್ಯೆ 2023ಕ್ಕಿಂತ ಹೆಚ್ಚಿದೆ. ಪ್ರವಾಸೋದ್ಯಮದಿಂದ ಅಂದಾಜು 2.7 ಲಕ್ಷ ಕೋಟಿ ರೂ ಆದಾಯ ಬಂದಿದೆ. ಒಟ್ಟಾರೆ ಭಾರತದ ಪ್ರವಾಸೋದ್ಯಮ ಕ್ಷೇತ್ರ ಸಶಕ್ತವಾಗುತ್ತಿದೆ ಎಂದು ವರದಿ ತಿಳಿಸಿದೆ. bbox=[988, 2090, 1207, 2237]
headline-kamal-court: ಕಮಲ್ ಹಾಸನ್ ವಿವಾದ: ಕೋರ್ಟ್ ವಿಚಾರಣೆ ಬಳಿಕ ಫಿಲ್ಮ್ ಚೇಂಬರ್ ಸಭೆ bbox=[826, 583, 1368, 609]
article-smuggling-col1: ನವದೆಹಲಿ, ಜೂ.3: ಸ್ಮಗ್ಲಿಂಗ್ ಜಾಲವನ್ನು ಬುಡಸಮೇತ ಕಿತ್ತೊಗೆಯುವ ನಿಟ್ಟಿನಲ್ಲಿ ಹೆಚ್ಚಿನ ಗಮನ ಹರಿಸುವಂತೆ ಕೇಂದ್ರ ಹಣಕಾಸು ಸಚಿವೆ ನಿರ್ಮಲಾ ಸೀತಾರಾಮನ್ ಅವರು ಸೂಚಿಸಿದರು. ಸ್ಮಗ್ಲಿಂಗ್ ಸಿಂಡಿಕೇಟ್‌ಗಳ ಪ್ರಮುಖರನ್ನು ಪತ್ತೆ ಮಾಡಿ ಕ್ರಮ ಕೈಗೊಳ್ಳಬೇಕು ಎಂದು ಡೈರೆಕ್ಟೊರೇಟ್ ಆಫ್ ರೆವಿನ್ಯೂ ಇಂಟೆಲಿಜೆನ್ಸ್ ಅಧಿಕಾರಿಗಳಿಗೆ ಕರೆನೀಡಿದ್ದಾರೆ. ಕೆಳ ಹಂತದ ಸ್ಮಗ್ಲರ್‌ಗಳನ್ನು ಹಿಡಿದು ತೃಪ್ತರಾಗಬೇಡಿ. ಅವರ ಹಿಂದೆ ಇರುವ ದೊಡ್ಡವರನ್ನು ಹಿಡಿಯಬೇಕು ಎಂದು ಹೇಳಿದರು. ಡಿಆರ್‌ಐನ 68ನೇ ಸಂಸ್ಥಾಪನಾ ದಿನದ ಕಾರ್ಯಕ್ರಮದಲ್ಲಿ ಮಾತನಾಡಿದ ಅವರು ಈ ಸಲಹೆ ನೀಡಿದರು. bbox=[753, 145, 972, 325]
headline-op-sindoor: ಆಪರೇಷನ್ ಸಿಂಧೂರ್: ಸಂಸತ್ ವಿಶೇಷ ಅಧಿವೇಶನಕ್ಕೆ ಆಗ್ರಹಿಸಿ ಪ್ರತಿಪಕ್ಷಗಳಿಂದ ಪ್ರಧಾನಿ ಮೋದಿಗೆ ಪತ್ರ bbox=[853, 1287, 1342, 1305]
masthead-left: ಸುವರ್ಣ bbox=[655, 13, 750, 54]
print-registration-marks bbox=[45, 2443, 100, 2452]
headline-kamal-entry: ಕಮಲ್ ಹಾಸನ್‌ಗೆ ಇನ್ಮುಂದೆ ಕರ್ನಾಟಕಕ್ಕೆ ಪ್ರವೇಶವಿಲ್ಲ bbox=[194, 356, 576, 382]
article-column: ಅರ್ಜಿ ನಮೂನೆಯಲ್ಲಿ ಅಹವಾಲು ನೀಡಬಹುದು ಎಂದು ಪ್ರಕಟಣೆಯಲ್ಲಿ ತಿಳಿಸಿದ್ದಾರೆ. bbox=[512, 803, 733, 834]
